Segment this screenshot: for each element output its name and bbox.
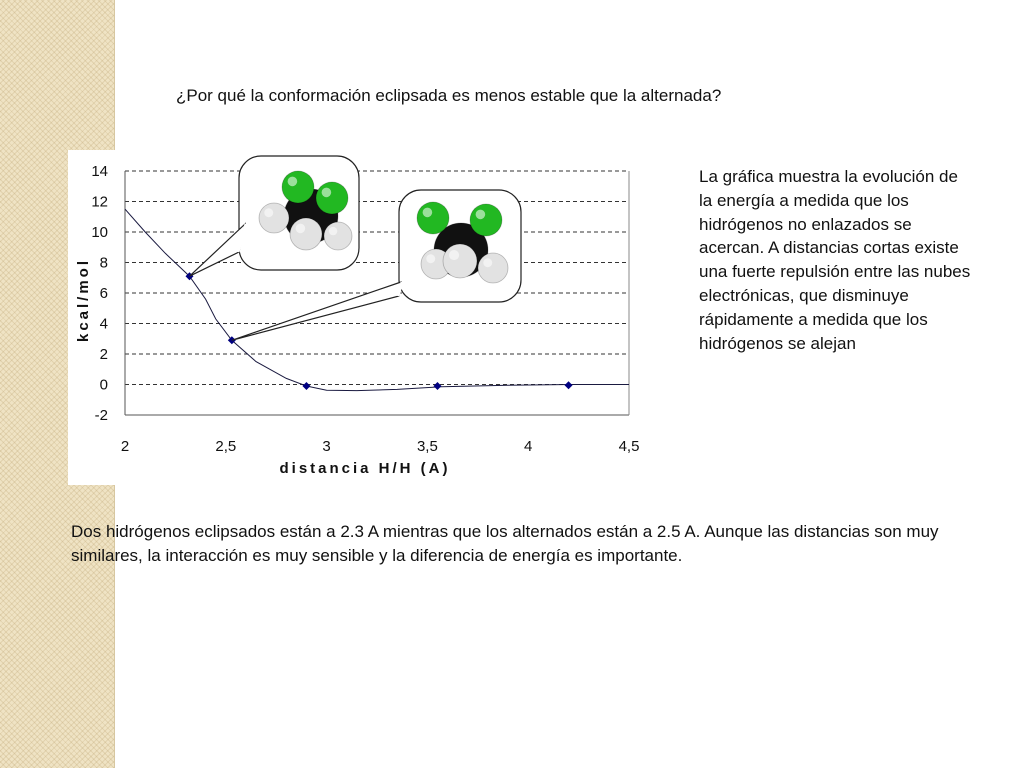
conclusion-text: Dos hidrógenos eclipsados están a 2.3 A mientras que los alternados están a 2.5 A. Aunque las distancias son muy similares, la interacción es muy sensible y la diferencia de energía es importante. bbox=[71, 522, 939, 565]
hydrogen-atom bbox=[478, 253, 508, 283]
hydrogen-atom bbox=[324, 222, 352, 250]
hydrogen-atom bbox=[443, 244, 477, 278]
chlorine-atom bbox=[470, 204, 502, 236]
y-tick-label: 8 bbox=[99, 254, 108, 272]
explanation-text: La gráfica muestra la evolución de la energía a medida que los hidrógenos no enlazados se acercan. A distancias cortas existe una fuerte repulsión entre las nubes electrónicas, que disminuye rápidamente a medida que los hidrógenos se alejan bbox=[699, 167, 971, 353]
y-tick-label: -2 bbox=[94, 407, 108, 424]
y-tick-label: 0 bbox=[99, 376, 108, 394]
x-tick-label: 3 bbox=[322, 438, 331, 455]
atom-highlight bbox=[329, 227, 337, 235]
atom-highlight bbox=[296, 224, 306, 234]
atom-highlight bbox=[423, 208, 433, 218]
atom-highlight bbox=[264, 208, 273, 217]
chlorine-atom bbox=[316, 182, 348, 214]
y-tick-label: 4 bbox=[99, 315, 108, 333]
y-tick-label: 10 bbox=[91, 224, 108, 241]
y-tick-label: 2 bbox=[99, 346, 108, 363]
atom-highlight bbox=[322, 188, 332, 198]
slide-question: ¿Por qué la conformación eclipsada es menos estable que la alternada? bbox=[176, 86, 722, 105]
atom-highlight bbox=[476, 210, 486, 220]
atom-highlight bbox=[483, 258, 492, 267]
y-axis-title: kcal/mol bbox=[75, 257, 92, 343]
chlorine-atom bbox=[282, 171, 314, 203]
hydrogen-atom bbox=[259, 203, 289, 233]
y-tick-label: 6 bbox=[99, 285, 108, 302]
x-tick-label: 4 bbox=[524, 438, 533, 455]
chlorine-atom bbox=[417, 202, 449, 234]
x-tick-label: 2,5 bbox=[215, 438, 237, 455]
y-tick-label: 12 bbox=[91, 193, 108, 211]
x-tick-label: 2 bbox=[120, 438, 130, 455]
y-tick-label: 14 bbox=[91, 163, 108, 180]
x-axis-title: distancia H/H (A) bbox=[279, 460, 451, 477]
atom-highlight bbox=[449, 250, 459, 260]
hydrogen-atom bbox=[290, 218, 322, 250]
x-tick-label: 3,5 bbox=[416, 438, 438, 455]
energy-distance-chart bbox=[68, 150, 648, 485]
atom-highlight bbox=[426, 254, 435, 263]
x-tick-label: 4,5 bbox=[618, 438, 640, 455]
atom-highlight bbox=[288, 177, 298, 187]
